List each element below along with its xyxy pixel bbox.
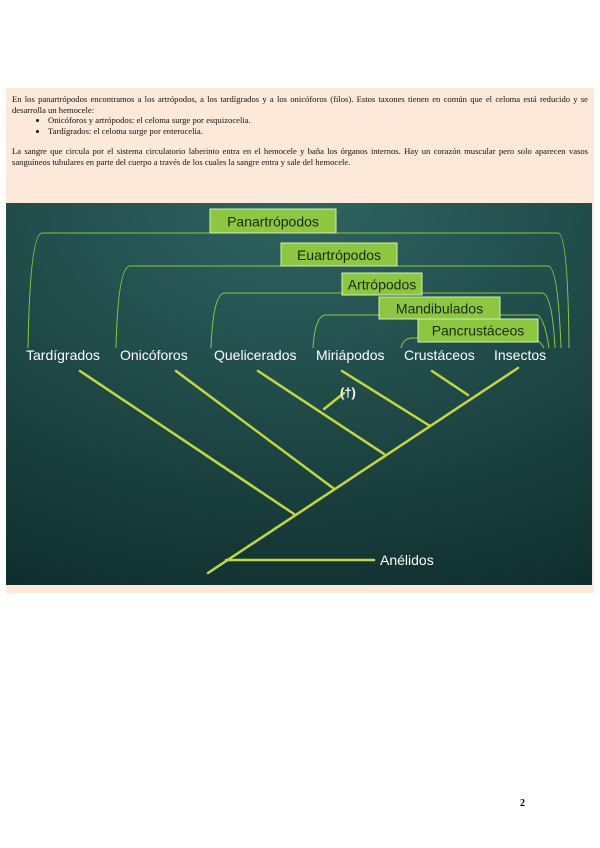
clade-label-pancrustaceos: Pancrustáceos	[431, 322, 525, 339]
circulation-paragraph: La sangre que circula por el sistema circulatorio laberinto entra en el hemocele y baña los órganos internos. Hay un corazón muscular pero solo aparecen vasos sanguíneos tubulares en parte del cuerpo a través de los cuales la sangre entra y sale del hemocele.	[12, 146, 588, 167]
list-item: • Tardígrados: el celoma surge por enterocelia.	[48, 126, 588, 137]
celoma-list	[12, 115, 588, 136]
clade-label-panartropodos: Panartrópodos	[227, 213, 319, 230]
clade-label-mandibulados: Mandibulados	[395, 300, 484, 317]
clade-label-euartropodos: Euartrópodos	[296, 247, 382, 263]
clade-label-artropodos: Artrópodos	[347, 276, 417, 293]
intro-paragraph: En los panartrópodos encontramos a los artrópodos, a los tardígrados y a los onicóforos (filos). Estos taxones tienen en común que el celoma está reducido y se desarrolla un hemocele:	[12, 94, 588, 115]
list-item: • Onicóforos y artrópodos: el celoma surge por esquizocelia.	[48, 115, 588, 126]
taxon-label-insectos: Insectos	[494, 347, 547, 363]
page-number: 2	[520, 798, 525, 809]
phylogenetic-tree	[6, 203, 592, 585]
taxon-label-tardigrados: Tardígrados	[26, 347, 100, 363]
phylogenetic-tree-figure	[6, 203, 592, 585]
taxon-label-onicoforos: Onicóforos	[120, 347, 188, 363]
intro-section	[12, 94, 588, 168]
extinct-marker: (†)	[340, 385, 356, 400]
taxon-label-miriapodos: Miriápodos	[316, 347, 385, 363]
outgroup-label: Anélidos	[380, 552, 434, 568]
taxon-label-crustaceos: Crustáceos	[404, 347, 475, 363]
taxon-label-quelicerados: Quelicerados	[214, 347, 297, 363]
